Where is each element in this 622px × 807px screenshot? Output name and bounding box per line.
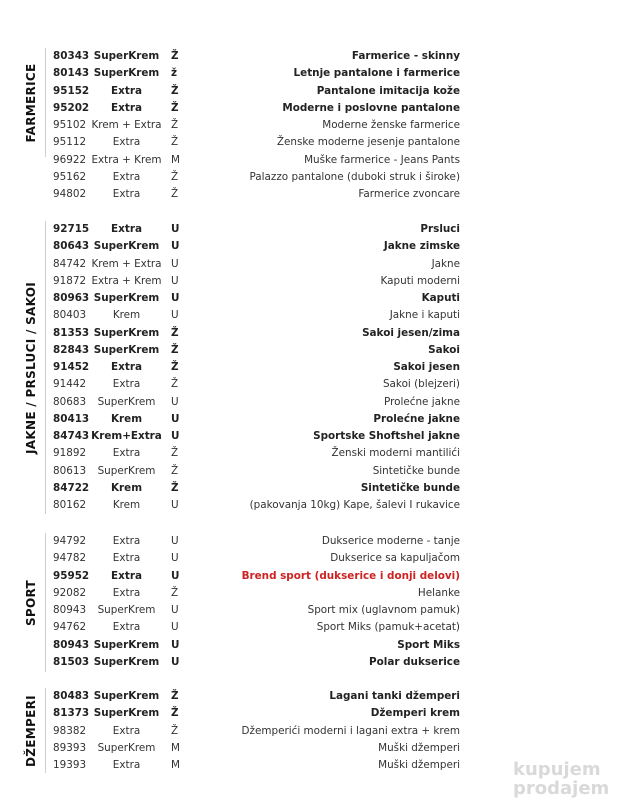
table-row <box>0 186 622 203</box>
table-row <box>0 688 622 705</box>
gender-code: Ž <box>171 170 179 183</box>
quality-type: Extra <box>112 378 141 391</box>
item-description: Sintetičke bunde <box>372 464 460 477</box>
item-description: Sakoi jesen/zima <box>362 326 460 339</box>
quality-type: Krem + Extra <box>91 119 162 131</box>
item-description: Jakne i kaputi <box>389 309 460 322</box>
item-description: Farmerice - skinny <box>351 50 460 62</box>
gender-code: U <box>171 223 180 235</box>
table-row <box>0 411 622 428</box>
gender-code: U <box>171 257 179 270</box>
gender-code: U <box>171 552 179 565</box>
table-row <box>0 445 622 462</box>
item-code: 95152 <box>53 84 90 97</box>
item-code: 95102 <box>53 119 87 131</box>
table-row <box>0 65 622 82</box>
quality-type: Extra + Krem <box>91 153 162 166</box>
table-row <box>0 568 622 585</box>
item-description: Jakne zimske <box>383 240 460 253</box>
table-row <box>0 497 622 514</box>
gender-code: Ž <box>171 481 179 494</box>
gender-code: U <box>171 569 180 582</box>
gender-code: U <box>171 240 180 253</box>
table-row <box>0 637 622 654</box>
gender-code: M <box>171 759 180 771</box>
quality-type: Extra <box>111 223 142 235</box>
quality-type: Extra <box>112 188 141 200</box>
gender-code: Ž <box>171 378 179 391</box>
item-code: 80162 <box>53 499 87 511</box>
quality-type: SuperKrem <box>93 690 160 702</box>
gender-code: Ž <box>171 101 179 114</box>
quality-type: SuperKrem <box>97 741 156 754</box>
quality-type: Krem + Extra <box>91 257 162 270</box>
gender-code: Ž <box>171 343 179 356</box>
quality-type: Extra <box>111 84 142 97</box>
gender-code: ž <box>171 67 178 80</box>
gender-code: Ž <box>171 361 179 373</box>
item-code: 81373 <box>53 707 90 720</box>
item-description: Sport Miks <box>397 638 460 651</box>
item-code: 19393 <box>53 759 87 771</box>
quality-type: SuperKrem <box>97 604 156 616</box>
item-code: 95162 <box>53 170 87 183</box>
item-description: Džemperići moderni i lagani extra + krem <box>241 724 460 737</box>
quality-type: SuperKrem <box>93 67 160 80</box>
section-label-text: FARMERICE <box>24 63 38 142</box>
table-row <box>0 602 622 619</box>
table-row <box>0 48 622 65</box>
gender-code: Ž <box>171 326 179 339</box>
item-code: 94802 <box>53 188 87 200</box>
table-row <box>0 550 622 567</box>
item-description: Prsluci <box>420 223 460 235</box>
item-description: Muški džemperi <box>378 741 460 754</box>
quality-type: Krem <box>112 309 141 322</box>
item-description: Pantalone imitacija kože <box>316 84 460 97</box>
table-row <box>0 290 622 307</box>
quality-type: Extra <box>112 586 141 599</box>
table-row <box>0 376 622 393</box>
quality-type: Extra <box>112 724 141 737</box>
gender-code: Ž <box>171 136 179 149</box>
item-code: 84722 <box>53 481 90 494</box>
item-description: Kaputi moderni <box>380 274 460 287</box>
watermark-logo <box>513 760 609 798</box>
gender-code: Ž <box>171 188 179 200</box>
watermark-line2: prodajem <box>513 778 610 799</box>
item-description: Sakoi <box>428 343 460 356</box>
quality-type: Extra <box>111 361 142 373</box>
item-description: Dukserice moderne - tanje <box>321 535 460 547</box>
quality-type: Extra <box>112 552 141 565</box>
item-description: Sakoi jesen <box>393 361 460 373</box>
item-code: 91872 <box>53 274 87 287</box>
gender-code: U <box>171 395 179 408</box>
item-description: Džemperi krem <box>370 707 460 720</box>
gender-code: Ž <box>171 447 179 460</box>
item-code: 95952 <box>53 569 90 582</box>
gender-code: Ž <box>171 586 179 599</box>
table-row <box>0 100 622 117</box>
table-row <box>0 169 622 186</box>
quality-type: Extra <box>112 621 141 634</box>
gender-code: Ž <box>171 707 179 720</box>
gender-code: Ž <box>171 724 179 737</box>
item-description: Prolećne jakne <box>373 412 460 425</box>
table-row <box>0 705 622 722</box>
item-code: 80943 <box>53 604 87 616</box>
table-row <box>0 117 622 134</box>
gender-code: Ž <box>171 119 179 131</box>
item-description: Lagani tanki džemperi <box>329 690 460 702</box>
gender-code: U <box>171 621 179 634</box>
item-description: Letnje pantalone i farmerice <box>293 67 460 80</box>
quality-type: SuperKrem <box>93 638 160 651</box>
table-row <box>0 585 622 602</box>
table-row <box>0 463 622 480</box>
section-label-text: JAKNE / PRSLUCI / SAKOI <box>24 281 38 454</box>
item-code: 95202 <box>53 101 90 114</box>
table-row <box>0 619 622 636</box>
item-description: Moderne i poslovne pantalone <box>282 101 460 114</box>
item-code: 81503 <box>53 655 90 668</box>
quality-type: Krem <box>110 412 143 425</box>
item-code: 94782 <box>53 552 87 565</box>
table-row <box>0 238 622 255</box>
item-description: Ženske moderne jesenje pantalone <box>276 136 460 149</box>
gender-code: U <box>171 430 180 442</box>
quality-type: Krem <box>110 481 143 494</box>
item-description: Prolećne jakne <box>383 395 460 408</box>
item-code: 84742 <box>53 257 87 270</box>
quality-type: SuperKrem <box>93 326 160 339</box>
gender-code: Ž <box>171 84 179 97</box>
table-row <box>0 480 622 497</box>
quality-type: SuperKrem <box>93 655 160 668</box>
gender-code: U <box>171 655 180 668</box>
item-code: 80613 <box>53 464 87 477</box>
item-description: Ženski moderni mantilići <box>331 447 460 460</box>
quality-type: SuperKrem <box>93 343 160 356</box>
gender-code: U <box>171 604 179 616</box>
gender-code: Ž <box>171 50 179 62</box>
quality-type: SuperKrem <box>97 395 156 408</box>
gender-code: U <box>171 535 179 547</box>
table-row <box>0 740 622 757</box>
quality-type: SuperKrem <box>93 50 160 62</box>
table-row <box>0 152 622 169</box>
gender-code: U <box>171 274 179 287</box>
gender-code: U <box>171 638 180 651</box>
item-description: Sport Miks (pamuk+acetat) <box>316 621 460 634</box>
item-code: 91442 <box>53 378 87 391</box>
item-code: 84743 <box>53 430 90 442</box>
quality-type: Krem <box>112 499 141 511</box>
item-description: Jakne <box>431 257 460 270</box>
item-description: Palazzo pantalone (duboki struk i široke) <box>249 170 460 183</box>
gender-code: U <box>171 499 179 511</box>
item-code: 94792 <box>53 535 87 547</box>
table-row <box>0 654 622 671</box>
item-description: Moderne ženske farmerice <box>322 119 460 131</box>
item-code: 80403 <box>53 309 87 322</box>
item-description: Helanke <box>417 586 460 599</box>
table-row <box>0 342 622 359</box>
quality-type: SuperKrem <box>93 240 160 253</box>
gender-code: M <box>171 741 180 754</box>
item-description: Polar dukserice <box>369 655 460 668</box>
quality-type: Extra <box>111 569 142 582</box>
item-code: 80413 <box>53 412 90 425</box>
item-code: 96922 <box>53 153 87 166</box>
item-code: 81353 <box>53 326 90 339</box>
item-code: 80683 <box>53 395 87 408</box>
table-row <box>0 428 622 445</box>
quality-type: Extra <box>112 535 141 547</box>
table-row <box>0 533 622 550</box>
quality-type: Extra <box>112 170 141 183</box>
item-code: 95112 <box>53 136 87 149</box>
quality-type: Extra <box>112 447 141 460</box>
item-description: Farmerice zvoncare <box>358 188 460 200</box>
table-row <box>0 273 622 290</box>
quality-type: SuperKrem <box>97 464 156 477</box>
item-code: 92715 <box>53 223 90 235</box>
item-description: Dukserice sa kapuljačom <box>330 552 460 565</box>
table-row <box>0 325 622 342</box>
table-row <box>0 134 622 151</box>
table-row <box>0 723 622 740</box>
gender-code: U <box>171 412 180 425</box>
table-row <box>0 256 622 273</box>
item-code: 80483 <box>53 690 90 702</box>
item-code: 80643 <box>53 240 90 253</box>
item-description: Sportske Shoftshel jakne <box>313 430 460 442</box>
table-row <box>0 83 622 100</box>
section-label-text: DŽEMPERI <box>24 694 38 767</box>
gender-code: Ž <box>171 690 179 702</box>
quality-type: Extra + Krem <box>91 274 162 287</box>
quality-type: Extra <box>111 101 142 114</box>
item-code: 80943 <box>53 638 90 651</box>
item-code: 82843 <box>53 343 90 356</box>
gender-code: U <box>171 292 180 304</box>
watermark-line1: kupujem <box>513 759 601 780</box>
gender-code: M <box>171 153 180 166</box>
item-code: 80343 <box>53 50 90 62</box>
item-code: 98382 <box>53 724 87 737</box>
item-description: Muški džemperi <box>378 759 460 771</box>
item-code: 89393 <box>53 741 87 754</box>
item-code: 80143 <box>53 67 90 80</box>
quality-type: SuperKrem <box>93 707 160 720</box>
item-code: 80963 <box>53 292 90 304</box>
item-description: Muške farmerice - Jeans Pants <box>304 153 460 166</box>
table-row <box>0 394 622 411</box>
item-description: (pakovanja 10kg) Kape, šalevi I rukavice <box>249 499 460 511</box>
quality-type: SuperKrem <box>93 292 160 304</box>
quality-type: Extra <box>112 136 141 149</box>
table-row <box>0 307 622 324</box>
item-description: Brend sport (dukserice i donji delovi) <box>241 569 460 582</box>
quality-type: Krem+Extra <box>91 430 162 442</box>
item-description: Sport mix (uglavnom pamuk) <box>307 604 460 616</box>
quality-type: Extra <box>112 759 141 771</box>
gender-code: U <box>171 309 179 322</box>
item-description: Kaputi <box>421 292 460 304</box>
table-row <box>0 221 622 238</box>
item-code: 94762 <box>53 621 87 634</box>
section-label-text: SPORT <box>24 579 38 626</box>
item-description: Sintetičke bunde <box>360 481 460 494</box>
item-code: 92082 <box>53 586 87 599</box>
gender-code: Ž <box>171 464 179 477</box>
item-code: 91892 <box>53 447 87 460</box>
item-description: Sakoi (blejzeri) <box>382 378 460 391</box>
table-row <box>0 359 622 376</box>
item-code: 91452 <box>53 361 90 373</box>
